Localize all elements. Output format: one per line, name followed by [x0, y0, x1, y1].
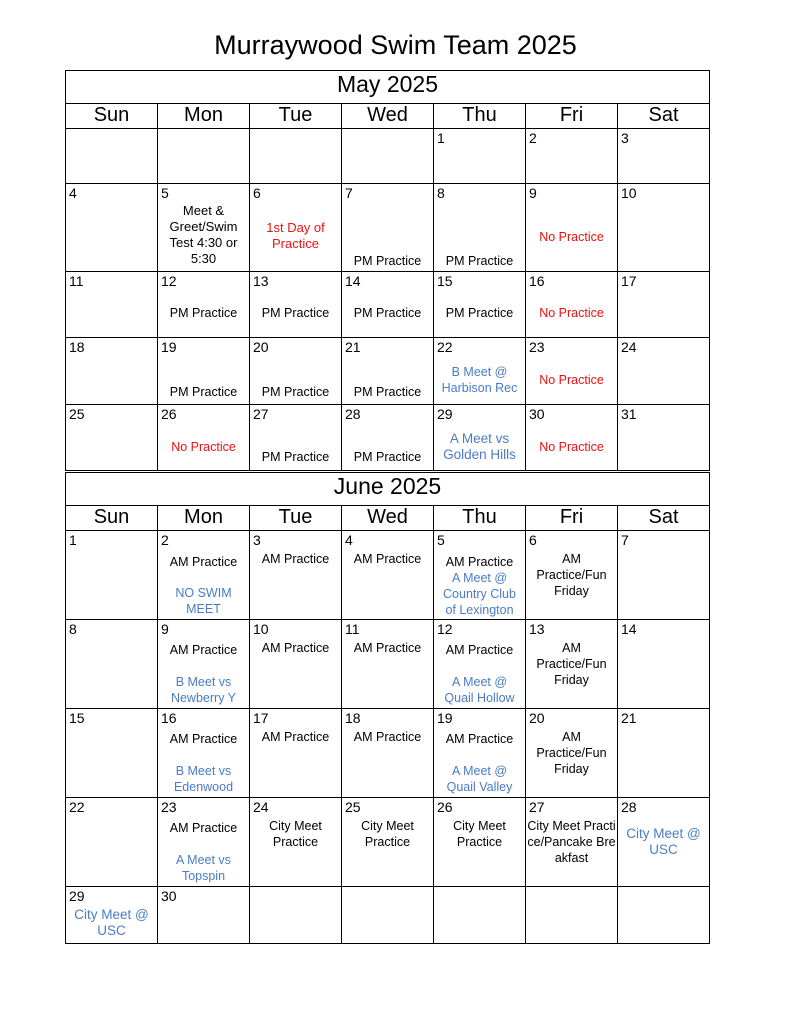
event-pm-practice: PM Practice	[169, 306, 238, 320]
event-no-practice: No Practice	[539, 306, 604, 320]
event-city-meet-practice: City Meet Practice	[361, 819, 414, 849]
day-number: 27	[529, 799, 545, 815]
day-cell	[434, 531, 526, 620]
day-number: 21	[621, 710, 637, 726]
day-cell	[250, 338, 342, 405]
day-cell	[434, 129, 526, 184]
day-cell	[434, 272, 526, 338]
event-am-practice: AM Practice	[261, 552, 330, 566]
day-number: 28	[345, 406, 361, 422]
day-cell	[618, 272, 710, 338]
event-a-meet: A Meet vs Golden Hills	[443, 431, 516, 462]
day-cell	[618, 405, 710, 471]
weekday-sun: Sun	[66, 506, 158, 531]
day-number: 8	[69, 621, 77, 637]
weekday-sat: Sat	[618, 506, 710, 531]
day-cell	[158, 272, 250, 338]
day-cell	[250, 620, 342, 709]
day-cell	[526, 620, 618, 709]
event-b-meet: B Meet vs Edenwood	[173, 764, 234, 794]
day-number: 9	[161, 621, 169, 637]
day-number: 16	[529, 273, 545, 289]
day-cell	[618, 184, 710, 272]
day-cell	[526, 531, 618, 620]
weekday-tue: Tue	[250, 506, 342, 531]
event-am-practice: AM Practice	[445, 732, 514, 746]
weekday-fri: Fri	[526, 104, 618, 129]
event-pm-practice: PM Practice	[445, 254, 514, 268]
event-am-practice: AM Practice	[169, 821, 238, 835]
day-number: 21	[345, 339, 361, 355]
day-number: 11	[69, 273, 84, 289]
weekday-fri: Fri	[526, 506, 618, 531]
day-cell	[618, 338, 710, 405]
day-cell	[158, 405, 250, 471]
event-city-meet: City Meet @ USC	[74, 907, 149, 938]
day-cell	[342, 405, 434, 471]
day-cell	[342, 272, 434, 338]
day-cell	[250, 405, 342, 471]
event-city-meet-practice: City Meet Practice	[269, 819, 322, 849]
day-number: 1	[437, 130, 445, 146]
event-no-swim-meet: NO SWIM MEET	[175, 586, 232, 616]
day-cell	[618, 129, 710, 184]
event-am-practice-fun-friday: AM Practice/Fun Friday	[536, 552, 607, 598]
day-cell	[250, 798, 342, 887]
day-number: 19	[161, 339, 177, 355]
event-pm-practice: PM Practice	[169, 385, 238, 399]
day-cell	[158, 887, 250, 944]
day-number: 5	[161, 185, 169, 201]
event-pm-practice: PM Practice	[261, 385, 330, 399]
day-number: 12	[161, 273, 177, 289]
day-number: 29	[69, 888, 85, 904]
day-cell	[66, 709, 158, 798]
day-number: 23	[529, 339, 545, 355]
event-city-meet: City Meet @ USC	[626, 826, 701, 857]
day-cell	[526, 405, 618, 471]
day-number: 30	[161, 888, 177, 904]
event-am-practice: AM Practice	[353, 552, 422, 566]
day-number: 25	[69, 406, 85, 422]
event-am-practice-fun-friday: AM Practice/Fun Friday	[536, 730, 607, 776]
day-cell-empty	[434, 887, 526, 944]
day-cell	[526, 129, 618, 184]
may-calendar	[65, 70, 710, 471]
page-title: Murraywood Swim Team 2025	[214, 30, 577, 60]
day-number: 1	[69, 532, 77, 548]
event-no-practice: No Practice	[539, 440, 604, 454]
day-number: 5	[437, 532, 445, 548]
day-number: 26	[437, 799, 453, 815]
day-cell-empty	[342, 129, 434, 184]
day-cell	[526, 184, 618, 272]
event-b-meet: B Meet vs Newberry Y	[170, 675, 237, 705]
day-number: 22	[437, 339, 453, 355]
event-city-meet-practice: City Meet Practice	[453, 819, 506, 849]
day-number: 24	[253, 799, 269, 815]
day-number: 28	[621, 799, 637, 815]
day-cell	[158, 798, 250, 887]
day-number: 4	[69, 185, 77, 201]
day-number: 20	[529, 710, 545, 726]
day-cell	[434, 709, 526, 798]
day-number: 31	[621, 406, 637, 422]
day-cell-empty	[250, 887, 342, 944]
day-cell	[434, 338, 526, 405]
event-am-practice: AM Practice	[169, 643, 238, 657]
event-no-practice: No Practice	[171, 440, 236, 454]
day-number: 29	[437, 406, 453, 422]
day-cell	[526, 798, 618, 887]
day-cell	[158, 709, 250, 798]
day-number: 7	[621, 532, 629, 548]
day-cell	[158, 620, 250, 709]
event-am-practice: AM Practice	[445, 555, 514, 569]
event-a-meet: A Meet @ Quail Valley	[446, 764, 513, 794]
day-cell-empty	[158, 129, 250, 184]
day-cell	[618, 709, 710, 798]
day-number: 3	[621, 130, 629, 146]
day-number: 6	[529, 532, 537, 548]
event-am-practice: AM Practice	[261, 730, 330, 744]
day-cell	[342, 184, 434, 272]
day-number: 25	[345, 799, 361, 815]
event-am-practice: AM Practice	[169, 732, 238, 746]
event-am-practice: AM Practice	[261, 641, 330, 655]
day-number: 15	[437, 273, 453, 289]
day-cell	[66, 338, 158, 405]
event-b-meet: B Meet @ Harbison Rec	[441, 365, 518, 395]
day-number: 8	[437, 185, 445, 201]
day-number: 18	[69, 339, 85, 355]
day-number: 14	[621, 621, 637, 637]
event-no-practice: No Practice	[539, 230, 604, 244]
day-number: 23	[161, 799, 177, 815]
day-cell	[158, 531, 250, 620]
day-cell	[342, 531, 434, 620]
day-cell	[526, 272, 618, 338]
day-number: 6	[253, 185, 261, 201]
day-cell	[66, 272, 158, 338]
day-number: 15	[69, 710, 85, 726]
day-number: 17	[253, 710, 269, 726]
weekday-wed: Wed	[342, 104, 434, 129]
day-number: 13	[529, 621, 545, 637]
weekday-wed: Wed	[342, 506, 434, 531]
event-a-meet: A Meet @ Country Club of Lexington	[443, 571, 516, 617]
event-pm-practice: PM Practice	[353, 306, 422, 320]
day-cell	[250, 272, 342, 338]
day-number: 18	[345, 710, 361, 726]
day-cell-empty	[526, 887, 618, 944]
day-number: 19	[437, 710, 453, 726]
month-header: May 2025	[66, 71, 710, 104]
day-number: 7	[345, 185, 353, 201]
day-cell	[66, 620, 158, 709]
day-cell-empty	[250, 129, 342, 184]
day-number: 27	[253, 406, 269, 422]
day-number: 22	[69, 799, 85, 815]
day-number: 11	[345, 621, 360, 637]
weekday-tue: Tue	[250, 104, 342, 129]
day-number: 2	[529, 130, 537, 146]
event-am-practice: AM Practice	[353, 730, 422, 744]
day-cell	[250, 184, 342, 272]
event-a-meet: A Meet vs Topspin	[176, 853, 231, 883]
event-am-practice-fun-friday: AM Practice/Fun Friday	[536, 641, 607, 687]
day-cell	[66, 405, 158, 471]
event-am-practice: AM Practice	[445, 643, 514, 657]
day-number: 2	[161, 532, 169, 548]
event-first-practice: 1st Day of Practice	[266, 220, 325, 251]
day-number: 17	[621, 273, 637, 289]
day-cell	[618, 620, 710, 709]
day-number: 4	[345, 532, 353, 548]
day-cell	[66, 887, 158, 944]
day-cell	[526, 338, 618, 405]
day-cell	[158, 338, 250, 405]
day-cell	[526, 709, 618, 798]
day-cell	[66, 184, 158, 272]
event-a-meet: A Meet @ Quail Hollow	[444, 675, 515, 705]
day-cell-empty	[618, 887, 710, 944]
day-cell	[250, 531, 342, 620]
day-cell	[434, 798, 526, 887]
day-cell	[618, 798, 710, 887]
weekday-sun: Sun	[66, 104, 158, 129]
month-header: June 2025	[66, 473, 710, 506]
event-pm-practice: PM Practice	[261, 450, 330, 464]
weekday-sat: Sat	[618, 104, 710, 129]
day-number: 26	[161, 406, 177, 422]
event-meet-greet: Meet & Greet/Swim Test 4:30 or 5:30	[169, 203, 238, 266]
weekday-mon: Mon	[158, 104, 250, 129]
day-number: 3	[253, 532, 261, 548]
day-cell-empty	[66, 129, 158, 184]
day-number: 10	[253, 621, 269, 637]
day-cell	[434, 620, 526, 709]
weekday-thu: Thu	[434, 506, 526, 531]
day-cell	[342, 338, 434, 405]
day-cell	[158, 184, 250, 272]
event-pm-practice: PM Practice	[353, 385, 422, 399]
day-number: 9	[529, 185, 537, 201]
day-cell	[618, 531, 710, 620]
day-number: 12	[437, 621, 453, 637]
weekday-mon: Mon	[158, 506, 250, 531]
event-city-meet-pancake: City Meet Practice/Pancake Breakfast	[527, 819, 616, 865]
event-pm-practice: PM Practice	[353, 450, 422, 464]
day-number: 16	[161, 710, 177, 726]
event-no-practice: No Practice	[539, 373, 604, 387]
day-cell	[342, 709, 434, 798]
weekday-thu: Thu	[434, 104, 526, 129]
day-number: 14	[345, 273, 361, 289]
day-cell	[434, 405, 526, 471]
day-number: 30	[529, 406, 545, 422]
day-number: 13	[253, 273, 269, 289]
event-pm-practice: PM Practice	[353, 254, 422, 268]
day-cell	[66, 798, 158, 887]
day-cell	[434, 184, 526, 272]
day-cell	[342, 620, 434, 709]
day-number: 10	[621, 185, 637, 201]
event-am-practice: AM Practice	[169, 555, 238, 569]
event-pm-practice: PM Practice	[445, 306, 514, 320]
day-cell-empty	[342, 887, 434, 944]
day-number: 24	[621, 339, 637, 355]
event-pm-practice: PM Practice	[261, 306, 330, 320]
june-calendar	[65, 472, 710, 944]
day-cell	[66, 531, 158, 620]
day-cell	[250, 709, 342, 798]
event-am-practice: AM Practice	[353, 641, 422, 655]
day-number: 20	[253, 339, 269, 355]
day-cell	[342, 798, 434, 887]
